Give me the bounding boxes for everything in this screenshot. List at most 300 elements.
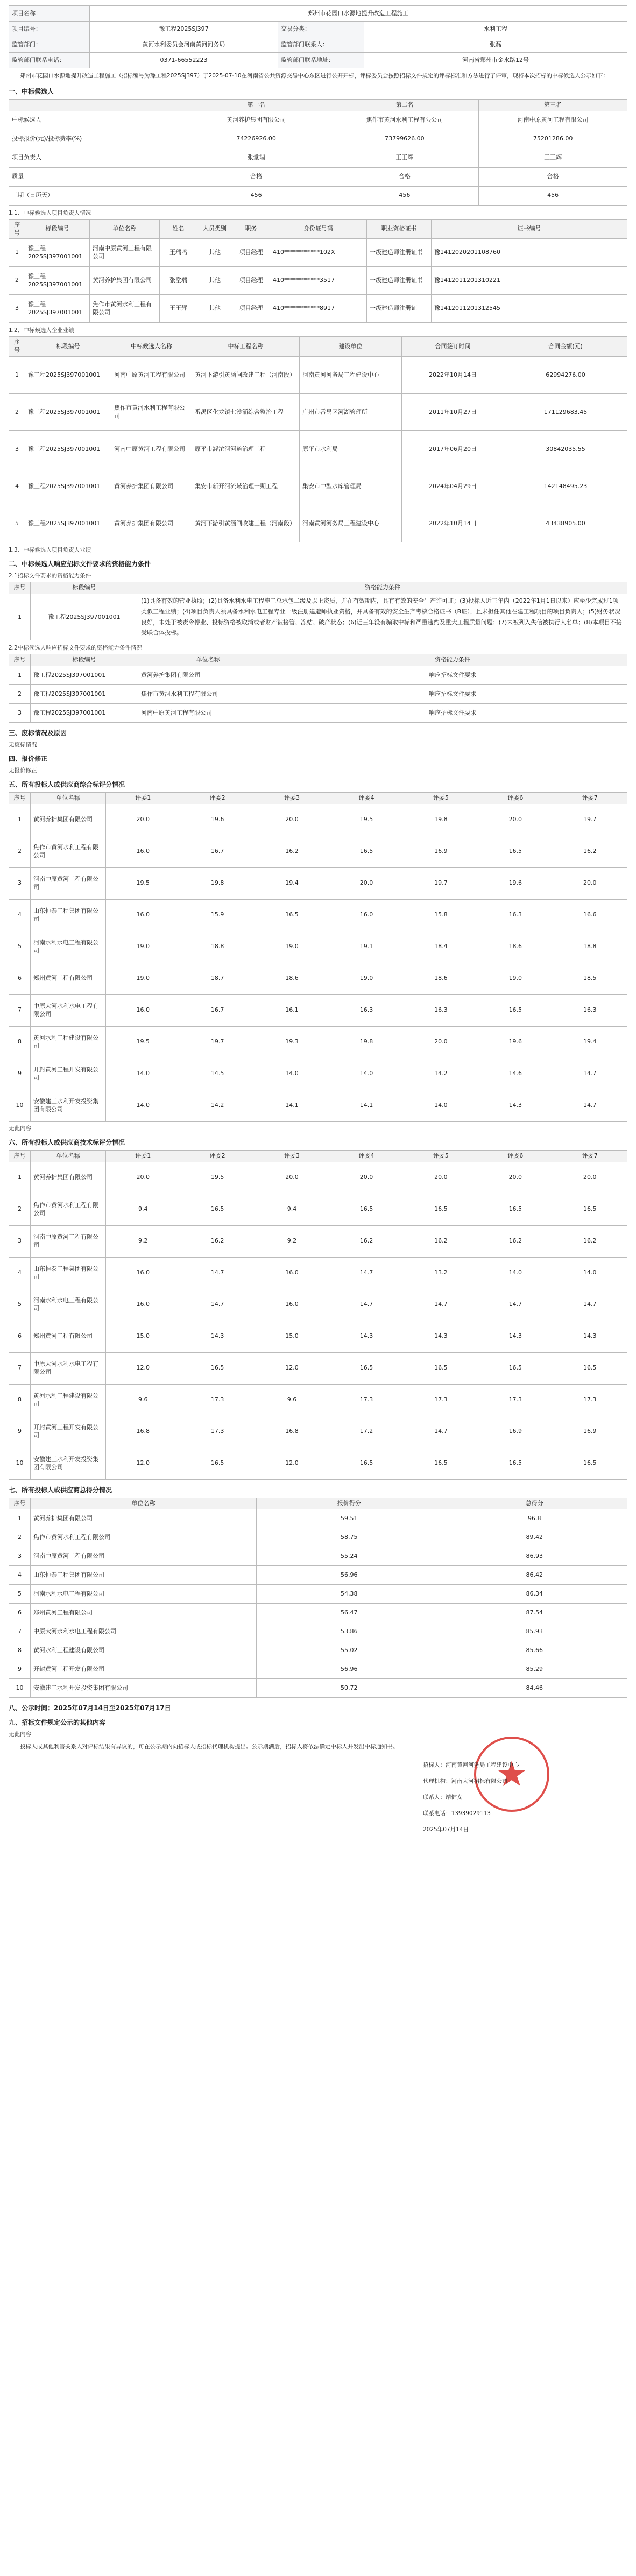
table-cell: 16.5 bbox=[180, 1448, 255, 1479]
project-name: 郑州市花园口水源地提升改造工程施工 bbox=[90, 6, 627, 22]
table-cell: 开封黄河工程开发有限公司 bbox=[31, 1416, 106, 1448]
section-2-title: 二、中标候选人响应招标文件要求的资格能力条件 bbox=[9, 560, 151, 568]
table-header: 评委7 bbox=[553, 792, 627, 804]
table-row bbox=[9, 239, 627, 267]
table-cell: 1 bbox=[9, 594, 31, 640]
table-header: 单位名称 bbox=[31, 792, 106, 804]
table-cell: 17.3 bbox=[553, 1384, 627, 1416]
table-header: 评委6 bbox=[478, 1150, 553, 1162]
table-cell: 16.5 bbox=[553, 1448, 627, 1479]
table-cell: 14.1 bbox=[255, 1090, 329, 1121]
table-cell: 18.6 bbox=[255, 963, 329, 994]
table-cell: 5 bbox=[9, 931, 31, 963]
table-cell: 焦作市黄河水利工程有限公司 bbox=[31, 836, 106, 867]
table-cell: 豫工程2025SJ397001001 bbox=[25, 468, 111, 505]
table-cell: 56.96 bbox=[257, 1660, 442, 1679]
table-cell: 30842035.55 bbox=[504, 431, 627, 468]
table-cell: 10 bbox=[9, 1090, 31, 1121]
table-cell: 其他 bbox=[197, 267, 232, 295]
table-cell: 原平市水利局 bbox=[300, 431, 402, 468]
section-5-title: 五、所有投标人或供应商综合标评分情况 bbox=[9, 780, 125, 788]
table-cell: 山东恒泰工程集团有限公司 bbox=[31, 1566, 257, 1585]
address-label: 监管部门联系地址： bbox=[278, 53, 364, 68]
table-cell: 番禺区化龙镇七沙涌综合整治工程 bbox=[192, 394, 300, 431]
table-cell: 10 bbox=[9, 1448, 31, 1479]
table-cell: 14.7 bbox=[180, 1289, 255, 1321]
technical-score-table bbox=[9, 1150, 627, 1480]
table-cell: 89.42 bbox=[442, 1528, 627, 1547]
table-row bbox=[9, 703, 627, 722]
table-cell: 合格 bbox=[182, 167, 330, 186]
table-cell: 14.7 bbox=[553, 1090, 627, 1121]
table-row bbox=[9, 1509, 627, 1528]
project-info-table bbox=[9, 5, 627, 68]
table-row bbox=[9, 1384, 627, 1416]
table-header-row bbox=[9, 1150, 627, 1162]
table-cell: 豫工程2025SJ397001001 bbox=[25, 357, 111, 394]
project-no: 豫工程2025SJ397 bbox=[90, 22, 278, 37]
table-cell: 5 bbox=[9, 1585, 31, 1604]
table-cell: 16.5 bbox=[478, 1352, 553, 1384]
table-header-row bbox=[9, 654, 627, 666]
table-cell: 黄河养护集团有限公司 bbox=[31, 1509, 257, 1528]
trade-type: 水利工程 bbox=[364, 22, 627, 37]
table-cell: 14.7 bbox=[553, 1058, 627, 1090]
table-row bbox=[9, 167, 627, 186]
table-cell: 黄河养护集团有限公司 bbox=[111, 468, 192, 505]
table-header: 评委3 bbox=[255, 792, 329, 804]
table-cell: 16.3 bbox=[478, 899, 553, 931]
table-cell: 54.38 bbox=[257, 1585, 442, 1604]
candidates-table bbox=[9, 99, 627, 206]
table-cell: 18.6 bbox=[404, 963, 478, 994]
table-cell: 16.0 bbox=[255, 1257, 329, 1289]
table-cell: 12.0 bbox=[106, 1352, 180, 1384]
table-cell: 王瑞鸣 bbox=[160, 239, 197, 267]
table-cell: 20.0 bbox=[255, 1162, 329, 1194]
table-cell: 3 bbox=[9, 295, 25, 323]
table-cell: 12.0 bbox=[106, 1448, 180, 1479]
section-2-1-title: 2.1招标文件要求的资格能力条件 bbox=[9, 573, 91, 580]
table-cell: 16.3 bbox=[329, 994, 404, 1026]
table-cell: 郑州黄河工程有限公司 bbox=[31, 1321, 106, 1352]
table-cell: 山东恒泰工程集团有限公司 bbox=[31, 899, 106, 931]
table-cell: 20.0 bbox=[404, 1026, 478, 1058]
table-cell: 其他 bbox=[197, 239, 232, 267]
table-cell: 豫1412011201312545 bbox=[432, 295, 627, 323]
table-row bbox=[9, 836, 627, 867]
total-score-body bbox=[9, 1509, 627, 1698]
table-cell: 豫工程2025SJ397001001 bbox=[31, 703, 138, 722]
table-cell: 14.0 bbox=[404, 1090, 478, 1121]
table-cell: 豫工程2025SJ397001001 bbox=[25, 394, 111, 431]
table-row bbox=[9, 994, 627, 1026]
table-cell: 王王辉 bbox=[479, 149, 627, 167]
table-cell: 16.5 bbox=[478, 836, 553, 867]
phone-line: 联系电话：13939029113 bbox=[423, 1810, 491, 1817]
table-cell: 43438905.00 bbox=[504, 505, 627, 542]
signature-block bbox=[9, 1755, 627, 1852]
table-cell: 12.0 bbox=[255, 1448, 329, 1479]
section-8-title: 八、公示时间：2025年07月14日至2025年07月17日 bbox=[9, 1704, 171, 1712]
table-cell: 14.0 bbox=[106, 1058, 180, 1090]
table-cell: 20.0 bbox=[478, 1162, 553, 1194]
table-cell: (1)具备有效的营业执照；(2)具备水利水电工程施工总承包二级及以上资质，并在有效期内，具有有效的安全生产许可证；(3)投标人近三年内（2022年1月1日以来）应至少完成过1项类似工程业绩；(4)项目负责人须具备水利水电工程专业一级注册建造师执业资格，并具备有效的安全生产考核合格证书（B证），且未担任其他在建工程项目的项目负责人；(5)财务状况良好，未处于被责令停业、投标资格被取消或者财产被接管、冻结、破产状态；(6)近三年没有骗取中标和严重违约及重大工程质量问题；(7)未被列入失信被执行人名单；(8)本项目不接受联合体投标。 bbox=[138, 594, 627, 640]
table-cell: 3 bbox=[9, 431, 25, 468]
table-row bbox=[9, 1622, 627, 1641]
table-cell: 19.0 bbox=[478, 963, 553, 994]
table-cell: 17.3 bbox=[180, 1416, 255, 1448]
supervisor-label: 监管部门： bbox=[9, 37, 90, 53]
table-cell: 15.9 bbox=[180, 899, 255, 931]
notice-page bbox=[9, 0, 627, 1852]
table-cell: 中标候选人 bbox=[9, 111, 182, 130]
table-cell: 2 bbox=[9, 394, 25, 431]
table-row bbox=[9, 1679, 627, 1698]
table-cell: 85.29 bbox=[442, 1660, 627, 1679]
comprehensive-score-table bbox=[9, 792, 627, 1122]
table-cell: 19.8 bbox=[329, 1026, 404, 1058]
table-header: 评委1 bbox=[106, 792, 180, 804]
table-cell: 2 bbox=[9, 267, 25, 295]
table-header: 中标工程名称 bbox=[192, 337, 300, 357]
table-row bbox=[9, 1225, 627, 1257]
table-cell: 2024年04月29日 bbox=[402, 468, 504, 505]
table-cell: 410************8917 bbox=[270, 295, 367, 323]
table-row bbox=[9, 1641, 627, 1660]
table-row bbox=[9, 394, 627, 431]
table-row bbox=[9, 1289, 627, 1321]
table-cell: 9 bbox=[9, 1058, 31, 1090]
table-cell: 16.7 bbox=[180, 836, 255, 867]
table-row bbox=[9, 1585, 627, 1604]
table-cell: 20.0 bbox=[106, 804, 180, 836]
table-header: 第二名 bbox=[330, 99, 479, 111]
table-cell: 响应招标文件要求 bbox=[278, 666, 627, 684]
table-header: 序号 bbox=[9, 219, 25, 239]
table-cell: 14.7 bbox=[180, 1257, 255, 1289]
table-cell: 黄河下游引黄涵闸改建工程（河南段） bbox=[192, 505, 300, 542]
table-header: 标段编号 bbox=[31, 654, 138, 666]
table-cell: 中原大河水利水电工程有限公司 bbox=[31, 1622, 257, 1641]
table-cell: 16.2 bbox=[180, 1225, 255, 1257]
qualification-table bbox=[9, 582, 627, 640]
table-cell: 16.3 bbox=[404, 994, 478, 1026]
table-cell: 广州市番禺区河湖管理所 bbox=[300, 394, 402, 431]
table-cell: 1 bbox=[9, 666, 31, 684]
table-cell: 河南中原黄河工程有限公司 bbox=[90, 239, 160, 267]
table-cell: 2 bbox=[9, 684, 31, 703]
table-cell: 171129683.45 bbox=[504, 394, 627, 431]
table-header: 序号 bbox=[9, 654, 31, 666]
table-cell: 4 bbox=[9, 468, 25, 505]
table-cell: 74226926.00 bbox=[182, 130, 330, 149]
section-1-1-title: 1.1、中标候选人项目负责人情况 bbox=[9, 209, 91, 216]
table-cell: 黄河水利工程建设有限公司 bbox=[31, 1026, 106, 1058]
table-cell: 14.0 bbox=[478, 1257, 553, 1289]
table-row bbox=[9, 295, 627, 323]
table-cell: 一级建造师注册证书 bbox=[367, 267, 432, 295]
table-cell: 14.7 bbox=[404, 1289, 478, 1321]
table-cell: 河南中原黄河工程有限公司 bbox=[479, 111, 627, 130]
table-cell: 王王辉 bbox=[330, 149, 479, 167]
table-cell: 75201286.00 bbox=[479, 130, 627, 149]
table-cell: 14.5 bbox=[180, 1058, 255, 1090]
table-cell: 19.0 bbox=[106, 963, 180, 994]
table-cell: 焦作市黄河水利工程有限公司 bbox=[31, 1194, 106, 1225]
table-cell: 豫工程2025SJ397001001 bbox=[25, 431, 111, 468]
table-cell: 17.2 bbox=[329, 1416, 404, 1448]
table-row bbox=[9, 1058, 627, 1090]
table-cell: 9 bbox=[9, 1416, 31, 1448]
table-cell: 河南中原黄河工程有限公司 bbox=[31, 1547, 257, 1566]
table-cell: 16.0 bbox=[106, 899, 180, 931]
table-cell: 响应招标文件要求 bbox=[278, 703, 627, 722]
contact-line: 联系人：靖健女 bbox=[423, 1794, 463, 1801]
table-cell: 18.5 bbox=[553, 963, 627, 994]
table-header: 职业资格证书 bbox=[367, 219, 432, 239]
project-name-label: 项目名称： bbox=[9, 6, 90, 22]
table-cell: 16.5 bbox=[329, 1194, 404, 1225]
table-cell: 87.54 bbox=[442, 1604, 627, 1622]
table-cell: 58.75 bbox=[257, 1528, 442, 1547]
table-header: 评委2 bbox=[180, 792, 255, 804]
table-cell: 14.7 bbox=[329, 1289, 404, 1321]
table-cell: 焦作市黄河水利工程有限公司 bbox=[31, 1528, 257, 1547]
table-cell: 19.0 bbox=[329, 963, 404, 994]
table-cell: 20.0 bbox=[478, 804, 553, 836]
table-cell: 合格 bbox=[330, 167, 479, 186]
section-5-note: 无此内容 bbox=[9, 1125, 31, 1132]
performance-body bbox=[9, 357, 627, 542]
phone-label: 监管部门联系电话： bbox=[9, 53, 90, 68]
table-cell: 黄河养护集团有限公司 bbox=[31, 804, 106, 836]
table-cell: 河南中原黄河工程有限公司 bbox=[31, 867, 106, 899]
table-cell: 16.5 bbox=[329, 836, 404, 867]
table-cell: 1 bbox=[9, 1509, 31, 1528]
table-cell: 河南水利水电工程有限公司 bbox=[31, 1585, 257, 1604]
table-cell: 5 bbox=[9, 1289, 31, 1321]
table-row bbox=[9, 505, 627, 542]
table-cell: 14.7 bbox=[553, 1289, 627, 1321]
table-cell: 8 bbox=[9, 1641, 31, 1660]
table-cell: 55.24 bbox=[257, 1547, 442, 1566]
table-cell: 6 bbox=[9, 1604, 31, 1622]
section-9-text: 无此内容 bbox=[9, 1731, 31, 1738]
table-cell: 4 bbox=[9, 1257, 31, 1289]
table-cell: 焦作市黄河水利工程有限公司 bbox=[111, 394, 192, 431]
table-cell: 豫工程2025SJ397001001 bbox=[25, 505, 111, 542]
table-cell: 14.2 bbox=[404, 1058, 478, 1090]
table-cell: 14.3 bbox=[478, 1090, 553, 1121]
table-cell: 14.3 bbox=[553, 1321, 627, 1352]
table-cell: 20.0 bbox=[329, 867, 404, 899]
table-cell: 河南黄河河务局工程建设中心 bbox=[300, 505, 402, 542]
table-cell: 19.8 bbox=[404, 804, 478, 836]
table-cell: 19.7 bbox=[553, 804, 627, 836]
official-seal-icon bbox=[471, 1734, 552, 1815]
table-row bbox=[9, 1352, 627, 1384]
table-cell: 19.5 bbox=[329, 804, 404, 836]
table-row bbox=[9, 1528, 627, 1547]
table-cell: 16.3 bbox=[553, 994, 627, 1026]
table-header: 标段编号 bbox=[31, 582, 138, 594]
address: 河南省郑州市金水路12号 bbox=[364, 53, 627, 68]
table-cell: 20.0 bbox=[106, 1162, 180, 1194]
table-row bbox=[9, 1090, 627, 1121]
table-header: 合同金额(元) bbox=[504, 337, 627, 357]
table-header: 评委2 bbox=[180, 1150, 255, 1162]
table-header bbox=[9, 99, 182, 111]
table-cell: 16.9 bbox=[553, 1416, 627, 1448]
table-cell: 16.5 bbox=[404, 1194, 478, 1225]
table-cell: 豫工程2025SJ397001001 bbox=[25, 267, 90, 295]
table-cell: 14.0 bbox=[329, 1058, 404, 1090]
table-header: 第一名 bbox=[182, 99, 330, 111]
table-cell: 7 bbox=[9, 1622, 31, 1641]
table-cell: 16.9 bbox=[404, 836, 478, 867]
table-cell: 安徽建工水利开发投资集团有限公司 bbox=[31, 1448, 106, 1479]
table-header: 序号 bbox=[9, 582, 31, 594]
table-cell: 18.8 bbox=[553, 931, 627, 963]
table-header: 序号 bbox=[9, 1498, 31, 1509]
response-body bbox=[9, 666, 627, 722]
comprehensive-score-body bbox=[9, 804, 627, 1121]
table-cell: 黄河下游引黄涵闸改建工程（河南段） bbox=[192, 357, 300, 394]
table-cell: 4 bbox=[9, 1566, 31, 1585]
table-cell: 19.0 bbox=[106, 931, 180, 963]
table-cell: 16.1 bbox=[255, 994, 329, 1026]
candidates-body bbox=[9, 111, 627, 205]
table-cell: 6 bbox=[9, 963, 31, 994]
table-row bbox=[9, 1547, 627, 1566]
table-cell: 16.5 bbox=[404, 1352, 478, 1384]
table-cell: 16.8 bbox=[106, 1416, 180, 1448]
table-cell: 河南中原黄河工程有限公司 bbox=[138, 703, 278, 722]
table-row bbox=[9, 431, 627, 468]
table-cell: 豫工程2025SJ397001001 bbox=[25, 239, 90, 267]
tenderer-line: 招标人：河南黄河河务局工程建设中心 bbox=[423, 1762, 519, 1769]
table-cell: 3 bbox=[9, 703, 31, 722]
table-cell: 16.0 bbox=[106, 1289, 180, 1321]
table-row bbox=[9, 186, 627, 205]
table-cell: 河南中原黄河工程有限公司 bbox=[111, 431, 192, 468]
table-row bbox=[9, 931, 627, 963]
table-row bbox=[9, 684, 627, 703]
closing-text: 投标人或其他利害关系人对评标结果有异议的，可在公示期内向招标人或招标代理机构提出。公示期满后，招标人将依法确定中标人并发出中标通知书。 bbox=[20, 1744, 399, 1751]
section-9-title: 九、招标文件规定公示的其他内容 bbox=[9, 1719, 106, 1727]
supervisor: 黄河水利委员会河南黄河河务局 bbox=[90, 37, 278, 53]
table-header: 序号 bbox=[9, 792, 31, 804]
phone: 0371-66552223 bbox=[90, 53, 278, 68]
section-1-title: 一、中标候选人 bbox=[9, 87, 54, 95]
table-cell: 16.9 bbox=[478, 1416, 553, 1448]
table-cell: 16.5 bbox=[478, 1448, 553, 1479]
table-cell: 86.34 bbox=[442, 1585, 627, 1604]
table-header: 第三名 bbox=[479, 99, 627, 111]
table-cell: 王王辉 bbox=[160, 295, 197, 323]
table-header: 评委7 bbox=[553, 1150, 627, 1162]
table-header: 评委4 bbox=[329, 1150, 404, 1162]
table-cell: 85.66 bbox=[442, 1641, 627, 1660]
table-cell: 豫工程2025SJ397001001 bbox=[25, 295, 90, 323]
table-cell: 16.0 bbox=[106, 836, 180, 867]
table-cell: 9.2 bbox=[255, 1225, 329, 1257]
table-cell: 1 bbox=[9, 239, 25, 267]
table-cell: 河南中原黄河工程有限公司 bbox=[111, 357, 192, 394]
table-header: 资格能力条件 bbox=[278, 654, 627, 666]
table-cell: 黄河养护集团有限公司 bbox=[90, 267, 160, 295]
performance-table bbox=[9, 336, 627, 542]
table-cell: 2022年10月14日 bbox=[402, 357, 504, 394]
table-cell: 86.42 bbox=[442, 1566, 627, 1585]
table-cell: 8 bbox=[9, 1026, 31, 1058]
table-cell: 6 bbox=[9, 1321, 31, 1352]
table-cell: 14.0 bbox=[553, 1257, 627, 1289]
table-cell: 19.6 bbox=[478, 1026, 553, 1058]
response-table bbox=[9, 654, 627, 723]
table-cell: 质量 bbox=[9, 167, 182, 186]
table-cell: 96.8 bbox=[442, 1509, 627, 1528]
section-2-2-title: 2.2中标候选人响应招标文件要求的资格能力条件情况 bbox=[9, 645, 142, 652]
table-cell: 2 bbox=[9, 1194, 31, 1225]
table-cell: 19.5 bbox=[106, 867, 180, 899]
table-cell: 河南水利水电工程有限公司 bbox=[31, 931, 106, 963]
table-cell: 16.5 bbox=[404, 1448, 478, 1479]
table-header: 标段编号 bbox=[25, 219, 90, 239]
table-cell: 456 bbox=[479, 186, 627, 205]
table-row bbox=[9, 130, 627, 149]
table-row bbox=[9, 149, 627, 167]
table-cell: 焦作市黄河水利工程有限公司 bbox=[90, 295, 160, 323]
table-cell: 8 bbox=[9, 1384, 31, 1416]
total-score-table bbox=[9, 1498, 627, 1698]
table-header-row bbox=[9, 792, 627, 804]
table-cell: 4 bbox=[9, 899, 31, 931]
table-cell: 19.0 bbox=[255, 931, 329, 963]
table-cell: 焦作市黄河水利工程有限公司 bbox=[330, 111, 479, 130]
agency-line: 代理机构：河南大河招标有限公司 bbox=[423, 1778, 508, 1785]
section-1-3-title: 1.3、中标候选人项目负责人业绩 bbox=[9, 547, 91, 554]
table-cell: 16.0 bbox=[106, 1257, 180, 1289]
table-cell: 9.4 bbox=[255, 1194, 329, 1225]
table-cell: 14.3 bbox=[329, 1321, 404, 1352]
project-no-label: 项目编号： bbox=[9, 22, 90, 37]
table-header-row bbox=[9, 219, 627, 239]
contact: 张磊 bbox=[364, 37, 627, 53]
section-3-title: 三、废标情况及原因 bbox=[9, 729, 67, 737]
table-cell: 73799626.00 bbox=[330, 130, 479, 149]
table-cell: 3 bbox=[9, 1547, 31, 1566]
section-1-2-title: 1.2、中标候选人企业业绩 bbox=[9, 327, 74, 334]
table-cell: 3 bbox=[9, 1225, 31, 1257]
table-cell: 16.2 bbox=[404, 1225, 478, 1257]
table-row bbox=[9, 357, 627, 394]
table-cell: 10 bbox=[9, 1679, 31, 1698]
table-header: 评委5 bbox=[404, 1150, 478, 1162]
table-cell: 16.5 bbox=[478, 994, 553, 1026]
table-cell: 1 bbox=[9, 1162, 31, 1194]
table-cell: 16.5 bbox=[553, 1352, 627, 1384]
table-cell: 1 bbox=[9, 804, 31, 836]
table-cell: 20.0 bbox=[553, 867, 627, 899]
table-header: 中标候选人名称 bbox=[111, 337, 192, 357]
table-cell: 19.5 bbox=[180, 1162, 255, 1194]
table-cell: 15.0 bbox=[106, 1321, 180, 1352]
table-cell: 16.5 bbox=[478, 1194, 553, 1225]
contact-label: 监管部门联系人： bbox=[278, 37, 364, 53]
table-cell: 19.7 bbox=[180, 1026, 255, 1058]
